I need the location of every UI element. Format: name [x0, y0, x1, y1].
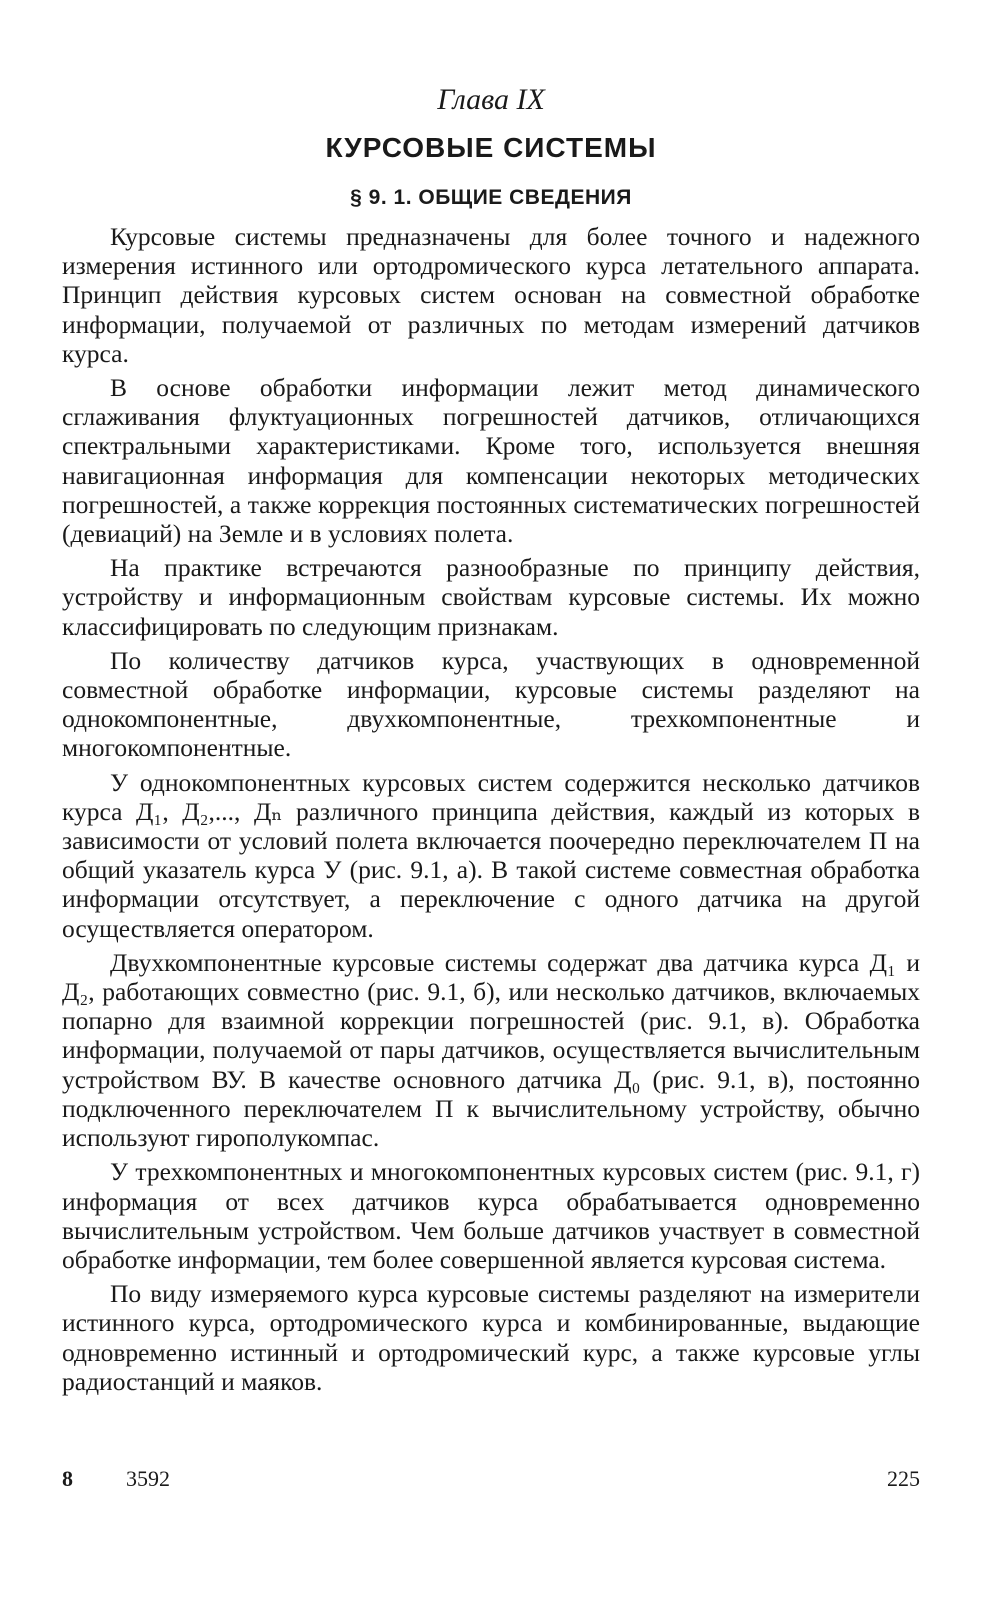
paragraph: На практике встречаются разнообразные по принципу действия, устройству и информационным свойствам курсовые системы. Их можно классифицировать по следующим признакам.	[62, 553, 920, 641]
paragraph: Курсовые системы предназначены для более точного и надежного измерения истинного или ортодромического курса летательного аппарата. Принцип действия курсовых систем основан на совместной обработке информации, получаемой от различных по методам измерений датчиков курса.	[62, 222, 920, 368]
paragraph: По виду измеряемого курса курсовые системы разделяют на измерители истинного курса, ортодромического курса и комбинированные, выдающие одновременно истинный и ортодромический курс, а также курсовые углы радиостанций и маяков.	[62, 1279, 920, 1396]
paragraph: Двухкомпонентные курсовые системы содержат два датчика курса Д₁ и Д₂, работающих совместно (рис. 9.1, б), или несколько датчиков, включаемых попарно для взаимной коррекции погрешностей (рис. 9.1, в). Обработка информации, получаемой от пары датчиков, осуществляется вычислительным устройством ВУ. В качестве основного датчика Д₀ (рис. 9.1, в), постоянно подключенного переключателем П к вычислительному устройству, обычно используют гирополукомпас.	[62, 947, 920, 1153]
paragraph: По количеству датчиков курса, участвующих в одновременной совместной обработке информации, курсовые системы разделяют на однокомпонентные, двухкомпонентные, трехкомпонентные и многокомпонентные.	[62, 645, 920, 763]
page-number: 225	[887, 1466, 920, 1491]
print-order-number: 3592	[126, 1466, 170, 1491]
page-body	[62, 80, 920, 1401]
paragraph: У однокомпонентных курсовых систем содержится несколько датчиков курса Д₁, Д₂,..., Дₙ различного принципа действия, каждый из которых в зависимости от условий полета включается поочередно переключателем П на общий указатель курса У (рис. 9.1, а). В такой системе совместная обработка информации отсутствует, а переключение с одного датчика на другой осуществляется оператором.	[62, 767, 920, 943]
section-title: § 9. 1. ОБЩИЕ СВЕДЕНИЯ	[350, 186, 632, 209]
signature-mark: 8	[62, 1466, 73, 1491]
chapter-title: КУРСОВЫЕ СИСТЕМЫ	[325, 132, 657, 163]
page-footer	[62, 1466, 920, 1502]
paragraph: У трехкомпонентных и многокомпонентных курсовых систем (рис. 9.1, г) информация от всех датчиков курса обрабатывается одновременно вычислительным устройством. Чем больше датчиков участвует в совместной обработке информации, тем более совершенной является курсовая система.	[62, 1157, 920, 1274]
paragraph: В основе обработки информации лежит метод динамического сглаживания флуктуационных погрешностей датчиков, отличающихся спектральными характеристиками. Кроме того, используется внешняя навигационная информация для компенсации некоторых методических погрешностей, а также коррекция постоянных систематических погрешностей (девиаций) на Земле и в условиях полета.	[62, 373, 920, 549]
chapter-label: Глава IX	[437, 83, 545, 116]
